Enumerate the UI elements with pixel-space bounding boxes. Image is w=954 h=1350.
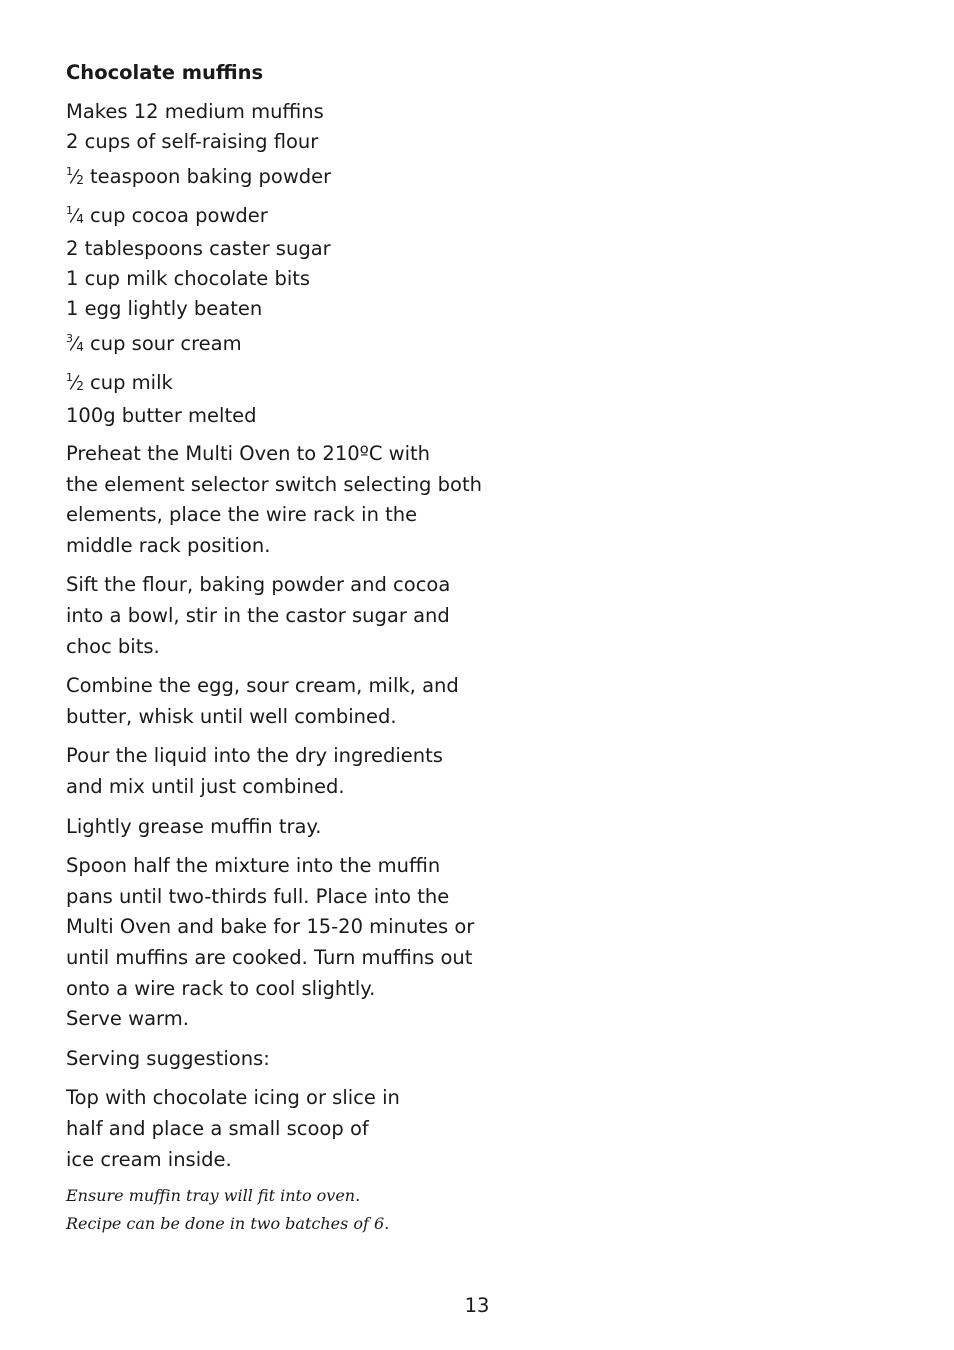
- method-sift: [66, 570, 486, 662]
- text-line: Combine the egg, sour cream, milk, and: [66, 674, 459, 698]
- text-line: the element selector switch selecting both: [66, 472, 482, 496]
- serving-suggestion: [66, 1083, 486, 1175]
- fraction: $^3⁄_4$: [66, 332, 84, 356]
- text-line: onto a wire rack to cool slightly.: [66, 976, 376, 1000]
- text-line: Pour the liquid into the dry ingredients: [66, 744, 443, 768]
- text-line: Top with chocolate icing or slice in: [66, 1086, 400, 1110]
- text-line: butter, whisk until well combined.: [66, 704, 397, 728]
- text-line: Multi Oven and bake for 15-20 minutes or: [66, 915, 475, 939]
- text-line: Spoon half the mixture into the muffin: [66, 854, 441, 878]
- ingredient-flour: 2 cups of self-raising flour: [66, 130, 319, 154]
- ingredient-list: [66, 97, 486, 431]
- text-line: Sift the flour, baking powder and cocoa: [66, 573, 451, 597]
- ingredient-sugar: 2 tablespoons caster sugar: [66, 236, 331, 260]
- text-line: and mix until just combined.: [66, 774, 345, 798]
- serving-heading: [66, 1044, 486, 1075]
- text-line: pans until two-thirds full. Place into the: [66, 884, 450, 908]
- note-line: Recipe can be done in two batches of 6.: [66, 1214, 390, 1234]
- method-pour: [66, 741, 486, 802]
- recipe-title: Chocolate muffins: [66, 61, 264, 84]
- ingredient-sour-cream: $^3⁄_4$ cup sour cream: [66, 324, 486, 362]
- text-line: half and place a small scoop of: [66, 1116, 369, 1140]
- fraction: $^1⁄_2$: [66, 370, 84, 394]
- text-line: Preheat the Multi Oven to 210ºC with: [66, 442, 431, 466]
- method-combine: [66, 671, 486, 732]
- fraction: $^1⁄_4$: [66, 203, 84, 227]
- text-line: until muffins are cooked. Turn muffins out: [66, 945, 473, 969]
- ingredient-cocoa: $^1⁄_4$ cup cocoa powder: [66, 196, 486, 234]
- recipe-page: [66, 58, 486, 1238]
- ingredient-yield: Makes 12 medium muffins: [66, 100, 324, 123]
- text-line: choc bits.: [66, 634, 160, 658]
- method-grease: [66, 812, 486, 843]
- text-line: middle rack position.: [66, 533, 271, 557]
- recipe-notes: [66, 1182, 486, 1238]
- method-preheat: [66, 439, 486, 561]
- text-line: ice cream inside.: [66, 1147, 232, 1171]
- text-line: Lightly grease muffin tray.: [66, 814, 322, 838]
- page-number: 13: [464, 1294, 490, 1317]
- fraction: $^1⁄_2$: [66, 165, 84, 189]
- text-line: into a bowl, stir in the castor sugar and: [66, 604, 450, 627]
- method-spoon: [66, 851, 486, 1035]
- ingredient-milk: $^1⁄_2$ cup milk: [66, 363, 486, 401]
- note-line: Ensure muffin tray will fit into oven.: [66, 1186, 361, 1206]
- ingredient-baking-powder: $^1⁄_2$ teaspoon baking powder: [66, 157, 486, 195]
- text-line: elements, place the wire rack in the: [66, 503, 418, 527]
- ingredient-butter: 100g butter melted: [66, 403, 257, 427]
- text-line: Serve warm.: [66, 1007, 189, 1031]
- text-line: Serving suggestions:: [66, 1046, 270, 1070]
- ingredient-egg: 1 egg lightly beaten: [66, 297, 263, 321]
- ingredient-choc-bits: 1 cup milk chocolate bits: [66, 267, 311, 291]
